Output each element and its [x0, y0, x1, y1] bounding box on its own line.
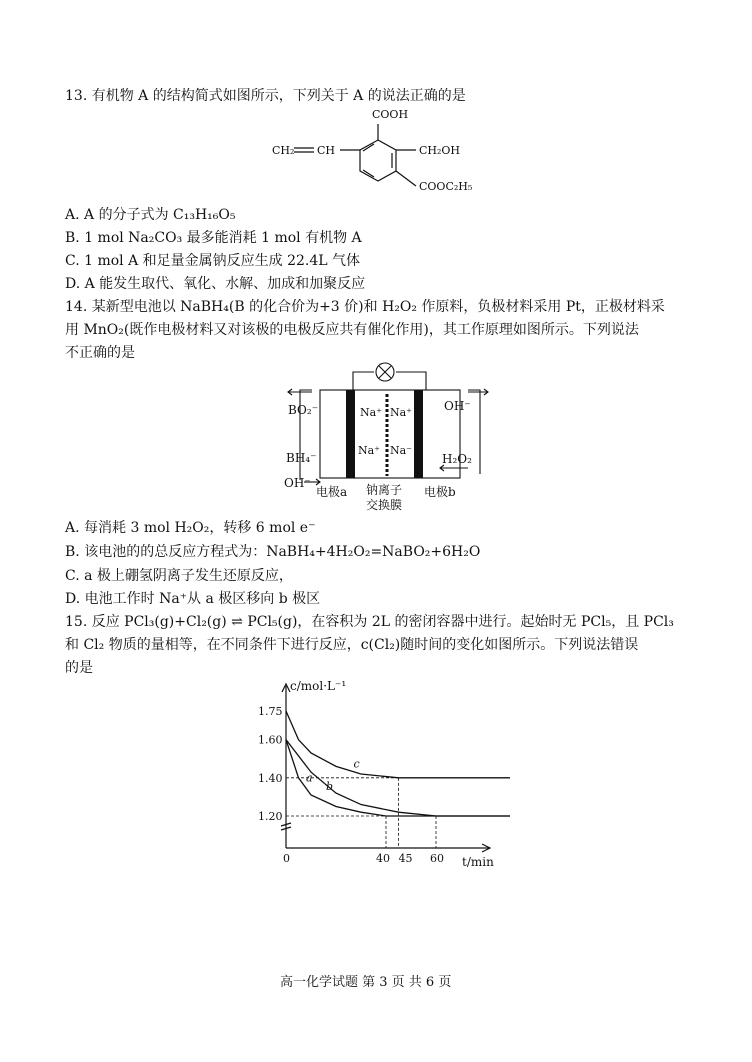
label-membrane-2: 交换膜	[366, 498, 403, 512]
label-electrode-b: 电极b	[424, 485, 456, 499]
label-bo2: BO₂⁻	[288, 403, 319, 417]
struct-cooh: COOH	[372, 108, 409, 121]
page-footer: 高一化学试题 第 3 页 共 6 页	[280, 975, 452, 990]
x-tick-label: 45	[398, 852, 413, 865]
q13-stem: 13. 有机物 A 的结构简式如图所示，下列关于 A 的说法正确的是	[65, 88, 466, 104]
label-membrane-1: 钠离子	[366, 483, 403, 497]
struct-ch2oh: CH₂OH	[419, 144, 461, 157]
q15-stem-2: 和 Cl₂ 物质的量相等，在不同条件下进行反应，c(Cl₂)随时间的变化如图所示。下列说法错误	[65, 637, 639, 653]
q14-stem-3: 不正确的是	[65, 345, 135, 361]
concentration-chart	[250, 676, 510, 871]
battery-diagram	[280, 362, 500, 512]
series-b-label: b	[326, 780, 334, 794]
x-tick-label: 0	[283, 852, 290, 865]
struct-ch2-left: CH₂	[272, 144, 295, 157]
struct-ch: CH	[317, 144, 336, 157]
series-a-label: a	[306, 771, 313, 785]
label-na-4: Na⁻	[390, 444, 412, 457]
y-axis-label: c/mol·L⁻¹	[290, 679, 347, 693]
y-tick-label: 1.60	[258, 733, 283, 747]
q13-option-d: D. A 能发生取代、氧化、水解、加成和加聚反应	[65, 276, 366, 292]
q14-stem-2: 用 MnO₂(既作电极材料又对该极的电极反应共有催化作用)，其工作原理如图所示。下列说法	[65, 322, 639, 338]
struct-ester: COOC₂H₅	[419, 180, 473, 193]
electrode-b-plate	[414, 390, 423, 478]
series-c-label: c	[353, 757, 360, 771]
label-oh-left: OH⁻	[284, 476, 311, 490]
label-na-3: Na⁺	[358, 444, 380, 457]
q14-option-d: D. 电池工作时 Na⁺从 a 极区移向 b 极区	[65, 591, 321, 607]
q13-structure	[268, 106, 498, 196]
q14-option-a: A. 每消耗 3 mol H₂O₂，转移 6 mol e⁻	[65, 520, 316, 536]
label-h2o2: H₂O₂	[442, 452, 472, 466]
q13-option-a: A. A 的分子式为 C₁₃H₁₆O₅	[65, 207, 236, 223]
label-bh4: BH₄⁻	[286, 451, 317, 465]
electrode-a-plate	[346, 390, 355, 478]
series-c-line	[286, 711, 510, 778]
x-axis-label: t/min	[462, 855, 494, 869]
x-tick-label: 40	[376, 852, 390, 865]
q13-option-c: C. 1 mol A 和足量金属钠反应生成 22.4L 气体	[65, 253, 361, 269]
q14-option-c: C. a 极上硼氢阴离子发生还原反应，	[65, 568, 293, 584]
y-tick-label: 1.75	[258, 705, 283, 718]
q15-stem-3: 的是	[65, 660, 93, 676]
label-na-2: Na⁺	[390, 406, 412, 419]
label-electrode-a: 电极a	[316, 485, 348, 499]
label-na-1: Na⁺	[360, 406, 382, 419]
q14-option-b: B. 该电池的的总反应方程式为：NaBH₄+4H₂O₂=NaBO₂+6H₂O	[65, 544, 481, 560]
y-tick-label: 1.40	[258, 771, 283, 785]
x-tick-label: 60	[430, 852, 444, 865]
q15-stem-1: 15. 反应 PCl₃(g)+Cl₂(g) ⇌ PCl₅(g)，在容积为 2L 的密闭容器中进行。起始时无 PCl₅，且 PCl₃	[65, 614, 674, 630]
q14-stem-1: 14. 某新型电池以 NaBH₄(B 的化合价为+3 价)和 H₂O₂ 作原料，负极材料采用 Pt，正极材料采	[65, 299, 665, 315]
q13-option-b: B. 1 mol Na₂CO₃ 最多能消耗 1 mol 有机物 A	[65, 230, 362, 246]
y-tick-label: 1.20	[258, 810, 283, 823]
label-oh-right: OH⁻	[444, 399, 471, 413]
